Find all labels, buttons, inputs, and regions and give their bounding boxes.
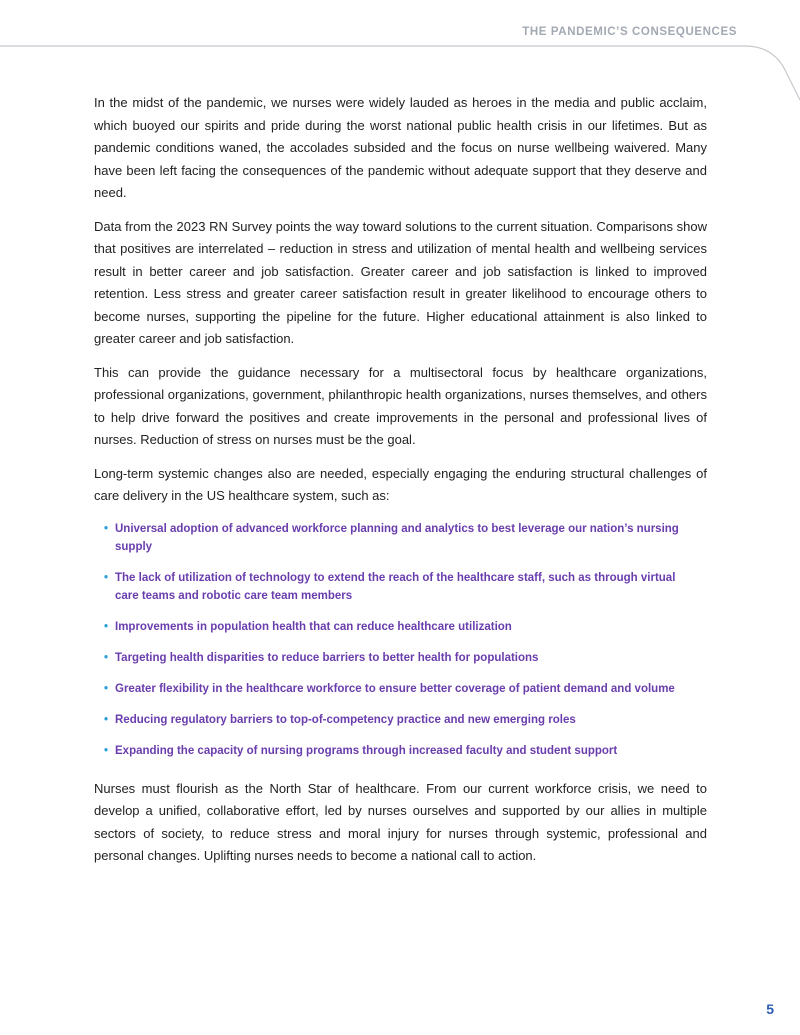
list-item-text: Reducing regulatory barriers to top-of-competency practice and new emerging roles (115, 713, 576, 726)
paragraph: Data from the 2023 RN Survey points the way toward solutions to the current situation. Comparisons show that positives are interrelated – reduction in stress and utilization of mental health and wellbeing services result in better career and job satisfaction. Greater career and job satisfaction is linked to improved retention. Less stress and greater career satisfaction result in greater likelihood to encourage others to become nurses, supporting the pipeline for the future. Higher educational attainment is also linked to greater career and job satisfaction. (94, 218, 707, 346)
list-item-text: Improvements in population health that can reduce healthcare utilization (115, 620, 512, 633)
bullet-icon: • (104, 713, 109, 726)
bullet-icon: • (104, 682, 109, 695)
bullet-icon: • (104, 651, 109, 664)
list-item (104, 711, 707, 729)
list-item (104, 649, 707, 667)
bullet-icon: • (104, 522, 109, 535)
list-item-text: Targeting health disparities to reduce barriers to better health for populations (115, 651, 539, 664)
challenges-list (94, 520, 707, 760)
list-item (104, 569, 707, 605)
list-item (104, 742, 707, 760)
paragraph: Long-term systemic changes also are needed, especially engaging the enduring structural challenges of care delivery in the US healthcare system, such as: (94, 465, 707, 503)
bullet-icon: • (104, 620, 109, 633)
bullet-icon: • (104, 571, 109, 584)
list-item-text: Greater flexibility in the healthcare workforce to ensure better coverage of patient demand and volume (115, 682, 675, 695)
list-item (104, 680, 707, 698)
list-item-text: Universal adoption of advanced workforce planning and analytics to best leverage our nation’s nursing supply (115, 522, 679, 553)
list-item-text: Expanding the capacity of nursing programs through increased faculty and student support (115, 744, 618, 757)
list-item-text: The lack of utilization of technology to extend the reach of the healthcare staff, such as through virtual care teams and robotic care team members (115, 571, 676, 602)
page-number: 5 (766, 1001, 774, 1017)
bullet-icon: • (104, 744, 109, 757)
running-header: THE PANDEMIC’S CONSEQUENCES (522, 26, 737, 38)
paragraph: This can provide the guidance necessary for a multisectoral focus by healthcare organizations, professional organizations, government, philanthropic health organizations, nurses themselves, and others to help drive forward the positives and create improvements in the personal and professional lives of nurses. Reduction of stress on nurses must be the goal. (94, 364, 707, 447)
list-item (104, 520, 707, 556)
closing-paragraph: Nurses must flourish as the North Star of healthcare. From our current workforce crisis, we need to develop a unified, collaborative effort, led by nurses ourselves and supported by our allies in multiple sectors of society, to reduce stress and moral injury for nurses through systemic, professional and personal changes. Uplifting nurses needs to become a national call to action. (94, 780, 707, 863)
paragraph: In the midst of the pandemic, we nurses were widely lauded as heroes in the media and public acclaim, which buoyed our spirits and pride during the worst national public health crisis in our lifetimes. But as pandemic conditions waned, the accolades subsided and the focus on nurse wellbeing waivered. Many have been left facing the consequences of the pandemic without adequate support that they deserve and need. (94, 95, 707, 200)
list-item (104, 618, 707, 636)
main-content (94, 92, 707, 879)
